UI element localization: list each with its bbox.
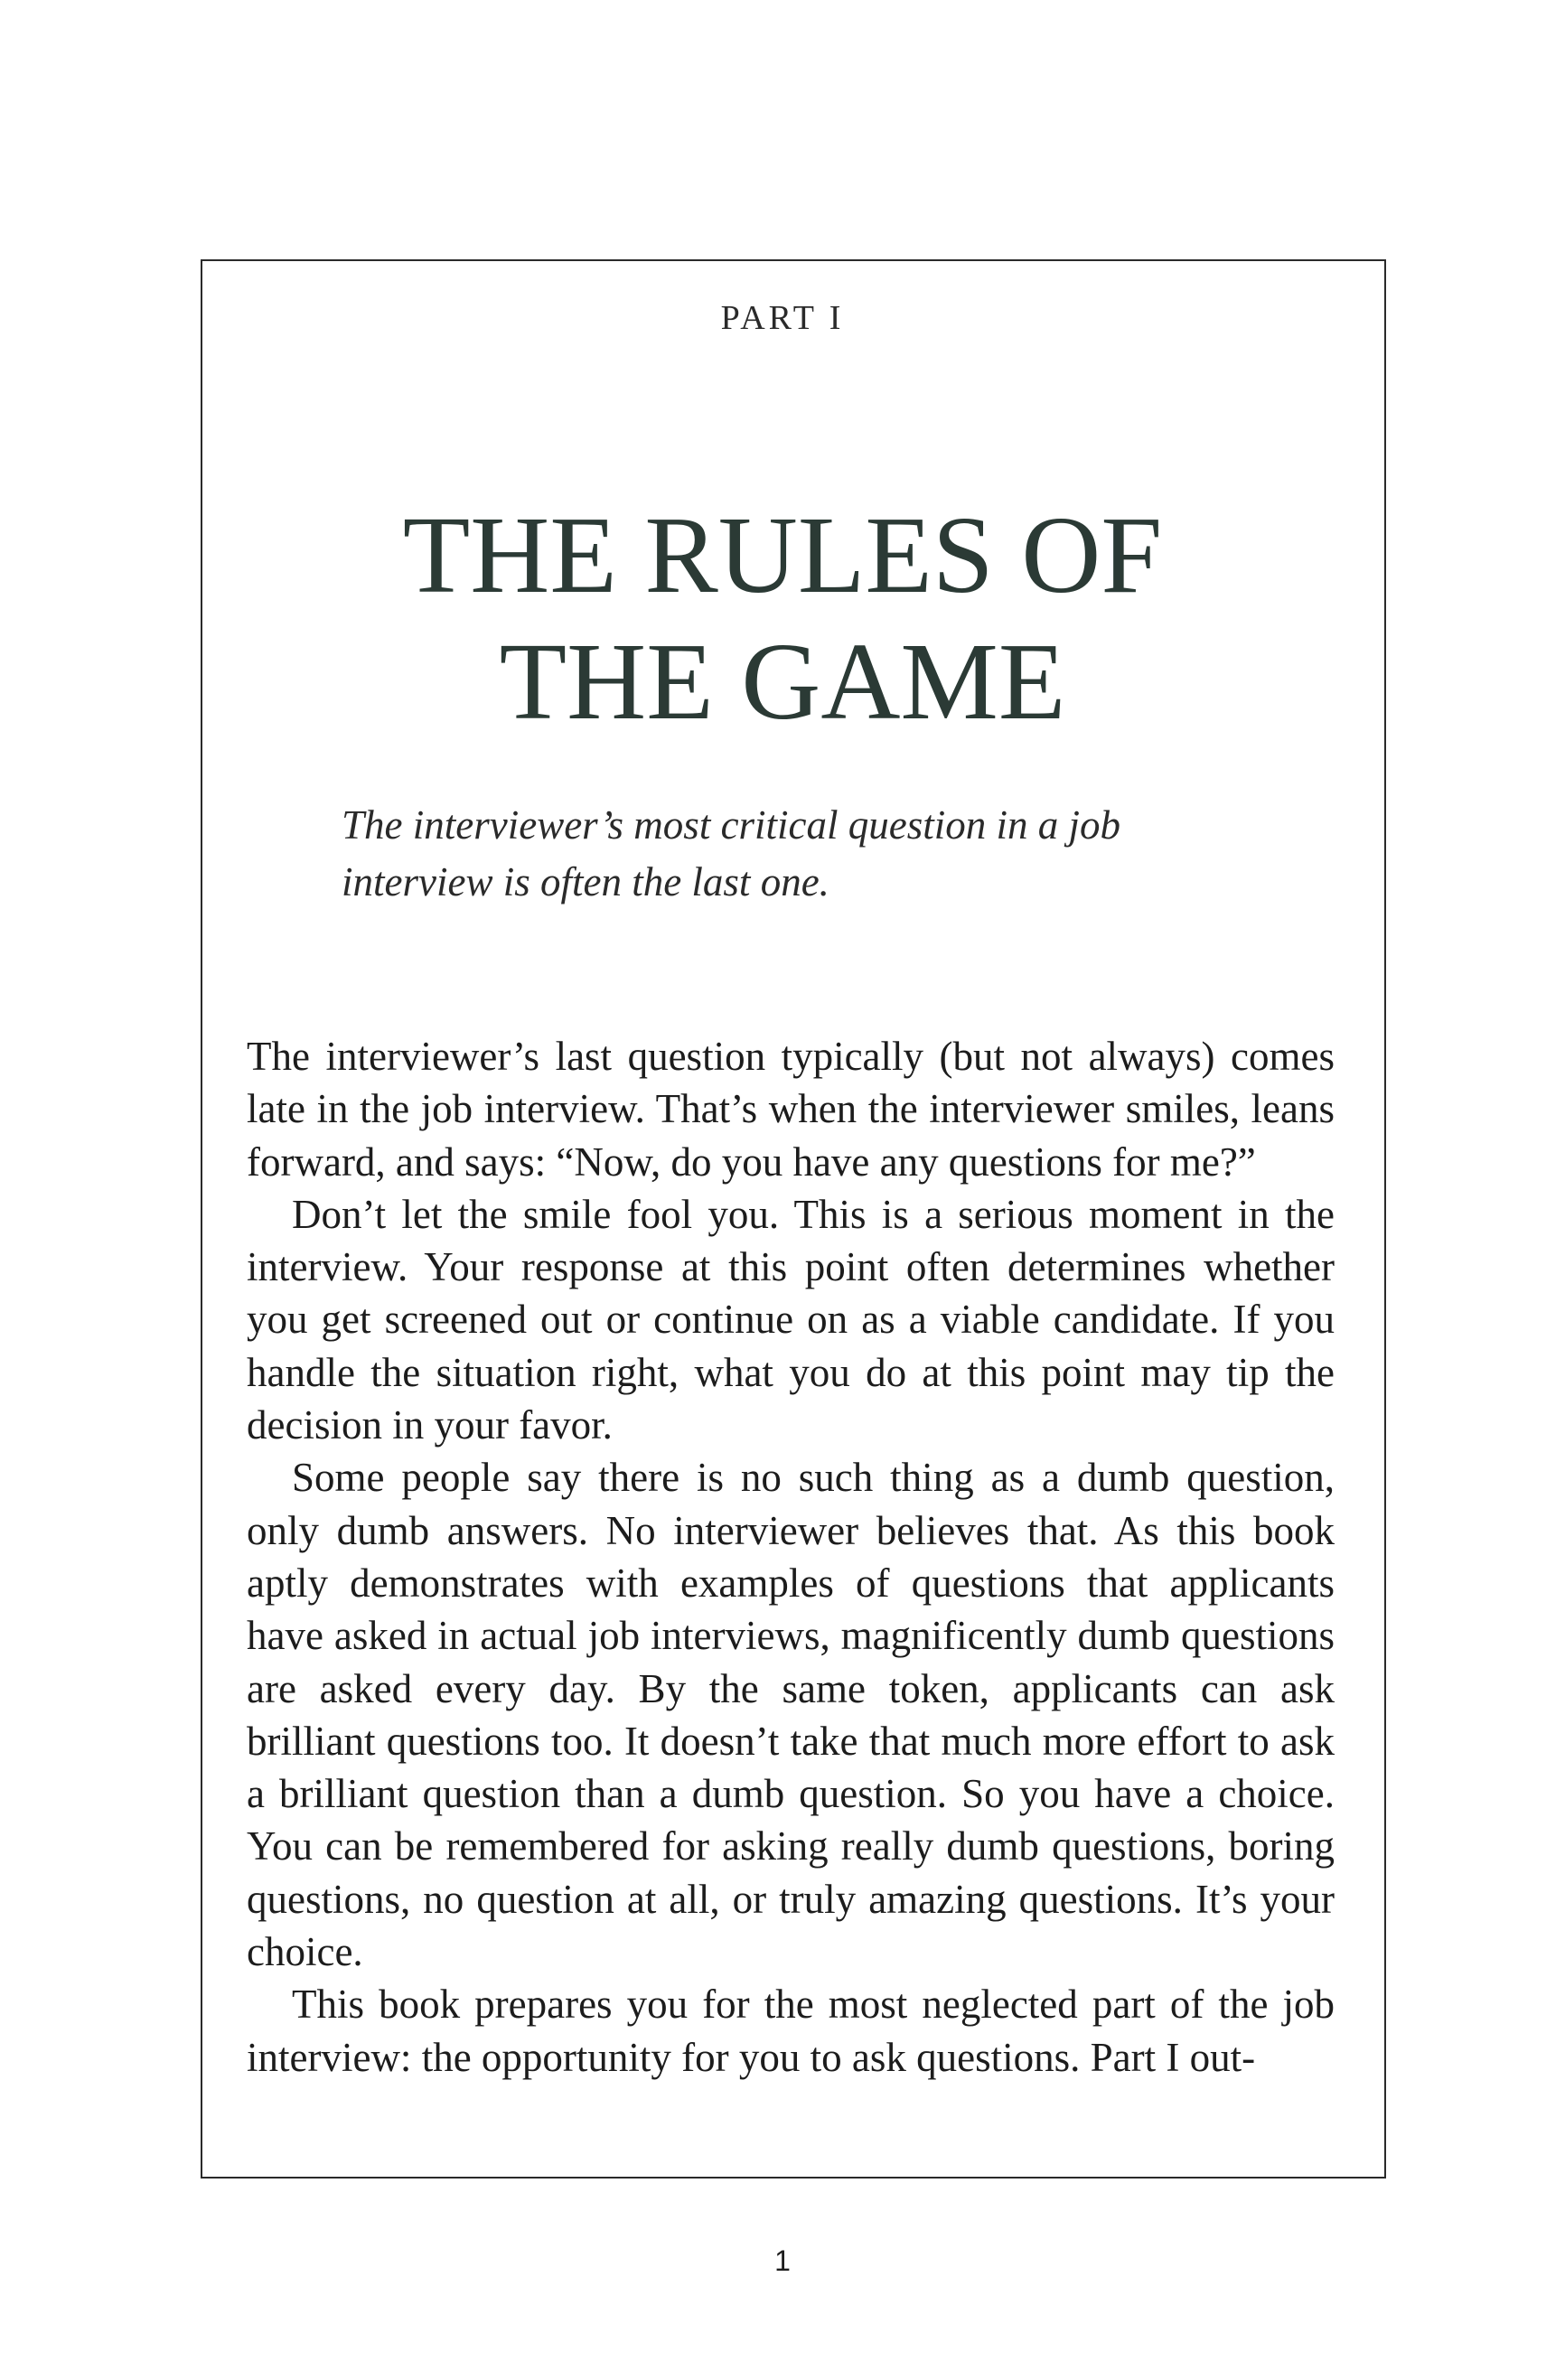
page-number: 1 [774, 2244, 791, 2277]
paragraph: The interviewer’s last question typically (but not always) comes late in the job interview. That’s when the interviewer smiles, leans forward, and says: “Now, do you have any questions for me?” [247, 1034, 1335, 1185]
chapter-title-line-1: THE RULES OF [402, 494, 1163, 616]
paragraph: Some people say there is no such thing as a dumb question, only dumb answers. No interviewer believes that. As this book aptly demonstrates with examples of questions that applicants have asked in actual job interviews, magnificently dumb questions are asked every day. By the same token, applicants can ask brilliant questions too. It doesn’t take that much more effort to ask a brilliant question than a dumb question. So you have a choice. You can be remembered for asking really dumb questions, boring questions, no question at all, or truly amazing questions. It’s your choice. [247, 1455, 1335, 1975]
part-label: PART I [720, 299, 845, 337]
body-text [247, 1030, 1335, 2084]
paragraph: This book prepares you for the most neglected part of the job interview: the opportunity for you to ask questions. Part I out- [247, 1982, 1335, 2080]
chapter-title-line-2: THE GAME [499, 621, 1066, 743]
paragraph: Don’t let the smile fool you. This is a serious moment in the interview. Your response at this point often determines whether you get screened out or continue on as a viable candidate. If you handle the situation right, what you do at this point may tip the decision in your favor. [247, 1191, 1335, 1448]
epigraph: The interviewer’s most critical question in a job interview is often the last one. [342, 802, 1121, 904]
chapter-title [0, 492, 1565, 745]
